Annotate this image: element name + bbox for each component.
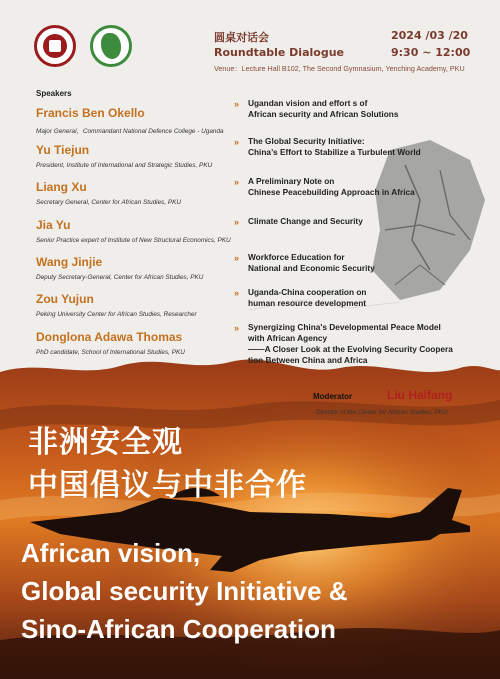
speaker-name: Francis Ben Okello [36, 106, 145, 120]
event-venue: Venue：Lecture Hall B102, The Second Gymnasium, Yenching Academy, PKU [214, 64, 465, 73]
topic-line: Ugandan vision and effort s of [248, 98, 368, 108]
speaker-role: PhD candidate, School of International Studies, PKU [36, 349, 185, 356]
speaker-role: Secretary General, Center for African Studies, PKU [36, 199, 182, 206]
double-chevron-right-icon: » [234, 217, 240, 227]
topic-line: A Preliminary Note on [248, 176, 335, 186]
topic-line: tion Between China and Africa [248, 355, 368, 365]
speaker-name: Donglona Adawa Thomas [36, 330, 183, 344]
speaker-name: Liang Xu [36, 180, 87, 194]
double-chevron-right-icon: » [234, 177, 240, 187]
title-en-line1: African vision, [21, 538, 201, 568]
moderator-label: Moderator [313, 392, 353, 401]
topic-line: Uganda-China cooperation on [248, 287, 367, 297]
double-chevron-right-icon: » [234, 99, 240, 109]
speaker-name: Wang Jinjie [36, 255, 103, 269]
topic-line: National and Economic Security [248, 263, 375, 273]
speaker-role: Deputy Secretary-General, Center for African Studies, PKU [36, 274, 204, 281]
topic-item [234, 98, 493, 120]
topic-item [234, 136, 493, 158]
topic-line: The Global Security Initiative: [248, 136, 365, 146]
topic-item [234, 322, 493, 366]
double-chevron-right-icon: » [234, 288, 240, 298]
topic-line: China’s Effort to Stabilize a Turbulent World [248, 147, 421, 157]
double-chevron-right-icon: » [234, 137, 240, 147]
topic-item [234, 176, 493, 198]
speakers-heading: Speakers [36, 89, 72, 98]
title-cn-line1: 非洲安全观 [28, 425, 183, 460]
title-en-line3: Sino-African Cooperation [21, 614, 336, 644]
peking-university-seal-icon [43, 34, 67, 58]
double-chevron-right-icon: » [234, 253, 240, 263]
topic-line: Workforce Education for [248, 252, 345, 262]
speaker-role: President, Institute of International and Strategic Studies, PKU [36, 162, 213, 169]
topic-item [234, 216, 493, 227]
speaker-role: Senior Practice expert of Institute of New Structural Economics, PKU [36, 237, 231, 244]
event-type-en: Roundtable Dialogue [214, 46, 344, 59]
speaker-name: Zou Yujun [36, 292, 94, 306]
topic-line: Synergizing China's Developmental Peace Model [248, 322, 441, 332]
speaker-name: Jia Yu [36, 218, 71, 232]
topic-line: human resource development [248, 298, 367, 308]
topic-line: with African Agency [248, 333, 328, 343]
topic-line: African security and African Solutions [248, 109, 399, 119]
topic-line: Chinese Peacebuilding Approach in Africa [248, 187, 415, 197]
double-chevron-right-icon: » [234, 323, 240, 333]
topic-line: ——A Closer Look at the Evolving Security Coopera [248, 344, 453, 354]
pku-logo [34, 25, 76, 67]
africa-center-emblem-icon [101, 33, 121, 59]
event-time: 9:30 ~ 12:00 [391, 46, 471, 59]
title-cn-line2: 中国倡议与中非合作 [28, 468, 307, 503]
speaker-name: Yu Tiejun [36, 143, 90, 157]
event-type-cn: 圆桌对话会 [214, 31, 269, 44]
speaker-role: Major General，Commandant National Defence College - Uganda [36, 128, 224, 135]
speaker-role: Peking University Center for African Studies, Researcher [36, 311, 197, 318]
title-en-line2: Global security Initiative & [21, 576, 348, 606]
africa-center-logo [90, 25, 132, 67]
topic-item [234, 252, 493, 274]
moderator-name: Liu Haifang [387, 388, 453, 402]
topic-line: Climate Change and Security [248, 216, 363, 226]
topic-item [234, 287, 493, 309]
event-date: 2024 /03 /20 [391, 29, 468, 42]
moderator-role: Director of the Center for African Studies, PKU [316, 409, 448, 416]
